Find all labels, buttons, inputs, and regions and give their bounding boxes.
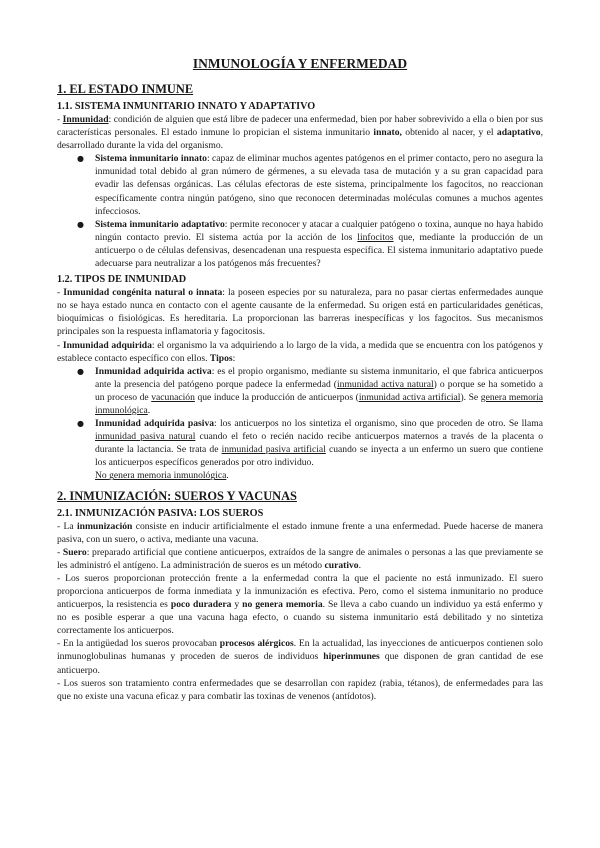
list-item-activa: ● Inmunidad adquirida activa: es el propio organismo, mediante su sistema inmunitario, el que fabrica anticuerpos ante la presencia del patógeno porque padece la enfermedad (inmunidad activa natural) o porque se ha sometido a un proceso de vacunación que induce la producción de anticuerpos (inmunidad activa artificial). Se genera memoria inmunológica. [95,365,543,417]
list-item-pasiva: ● Inmunidad adquirida pasiva: los anticuerpos no los sintetiza el organismo, sino que proceden de otro. Se llama inmunidad pasiva natural cuando el feto o recién nacido recibe anticuerpos maternos a través de la placenta o durante la lactancia. Se trata de inmunidad pasiva artificial cuando se inyecta a un enfermo un suero que contiene los anticuerpos específicos generados por otro individuo. No genera memoria inmunológica. [95,417,543,482]
subsection-1-1-heading: 1.1. SISTEMA INMUNITARIO INNATO Y ADAPTATIVO [57,101,316,112]
list-item-innato: ● Sistema inmunitario innato: capaz de eliminar muchos agentes patógenos en el primer contacto, pero no asegura la inmunidad total debido al gran número de gérmenes, a su elevada tasa de mutación y a su gran capacidad para evadir las defensas orgánicas. Las células efectoras de este sistema, principalmente los fagocitos, no reaccionan específicamente contra ningún patógeno, sino que reconocen determinadas moléculas comunes a muchos agentes infecciosos. [95,152,543,217]
paragraph-antiguedad: - En la antigüedad los sueros provocaban procesos alérgicos. En la actualidad, las inyecciones de anticuerpos contienen solo inmunoglobulinas humanas y proceden de sueros de individuos hiperinmunes que disponen de gran cantidad de ese anticuerpo. [57,638,544,676]
paragraph-inmunidad-adquirida: - Inmunidad adquirida: el organismo la va adquiriendo a lo largo de la vida, a medida que se encuentra con los patógenos y establece contacto específico con ellos. Tipos: [57,339,544,364]
paragraph-suero: - Suero: preparado artificial que contiene anticuerpos, extraídos de la sangre de animales o personas a las que previamente se les administró el antígeno. La administración de sueros es un método curativo. [57,546,544,571]
subsection-2-1-heading: 2.1. INMUNIZACIÓN PASIVA: LOS SUEROS [57,507,264,519]
acquired-immunity-list [57,365,543,483]
section-1-heading: 1. EL ESTADO INMUNE [57,82,194,96]
paragraph-inmunizacion: - La inmunización consiste en inducir artificialmente el estado inmune frente a una enfermedad. Puede hacerse de manera pasiva, con un suero, o activa, mediante una vacuna. [57,520,543,545]
innate-adaptive-list [57,152,543,270]
paragraph-inmunidad: - Inmunidad: condición de alguien que está libre de padecer una enfermedad, bien por haber sobrevivido a ella o bien por sus características personales. El estado inmune lo propician el sistema inmunitario innato, obtenido al nacer, y el adaptativo, desarrollado durante la vida del organismo. [57,114,544,152]
paragraph-tratamiento: - Los sueros son tratamiento contra enfermedades que se desarrollan con rapidez (rabia, tétanos), de enfermedades para las que no existe una vacuna eficaz y para combatir las toxinas de venenos (antídotos). [57,677,543,702]
paragraph-inmunidad-congenita: - Inmunidad congénita natural o innata: la poseen especies por su naturaleza, para no pasar ciertas enfermedades aunque no se haya estado nunca en contacto con el agente causante de la enfermedad. Su origen está en particularidades genéticas, bioquímicas o fisiológicas. Es hereditaria. La proporcionan las barreras inespecíficas y los fagocitos. Sus mecanismos principales son la respuesta inflamatoria y fagocitosis. [57,287,544,338]
list-item-adaptativo: ● Sistema inmunitario adaptativo: permite reconocer y atacar a cualquier patógeno o toxina, aunque no haya habido ningún contacto previo. El sistema actúa por la acción de los linfocitos que, mediante la producción de un anticuerpo o de células defensivas, desencadenan una respuesta específica. El sistema inmunitario adaptativo puede adecuarse para neutralizar a los patógenos más frecuentes? [95,218,543,270]
document-title: INMUNOLOGÍA Y ENFERMEDAD [192,56,408,71]
section-2-heading: 2. INMUNIZACIÓN: SUEROS Y VACUNAS [57,488,297,503]
paragraph-proteccion: - Los sueros proporcionan protección frente a la enfermedad contra la que el paciente no está inmunizado. El suero proporciona anticuerpos de forma inmediata y la inmunización es efectiva. Pero, como el sistema inmunitario no produce anticuerpos, la resistencia es poco duradera y no genera memoria. Se lleva a cabo cuando un individuo ya está enfermo y no es posible esperar a que una vacuna haga efecto, o cuando su sistema inmunitario está debilitado y no sintetiza correctamente los anticuerpos. [57,572,543,637]
subsection-1-2-heading: 1.2. TIPOS DE INMUNIDAD [57,274,187,286]
